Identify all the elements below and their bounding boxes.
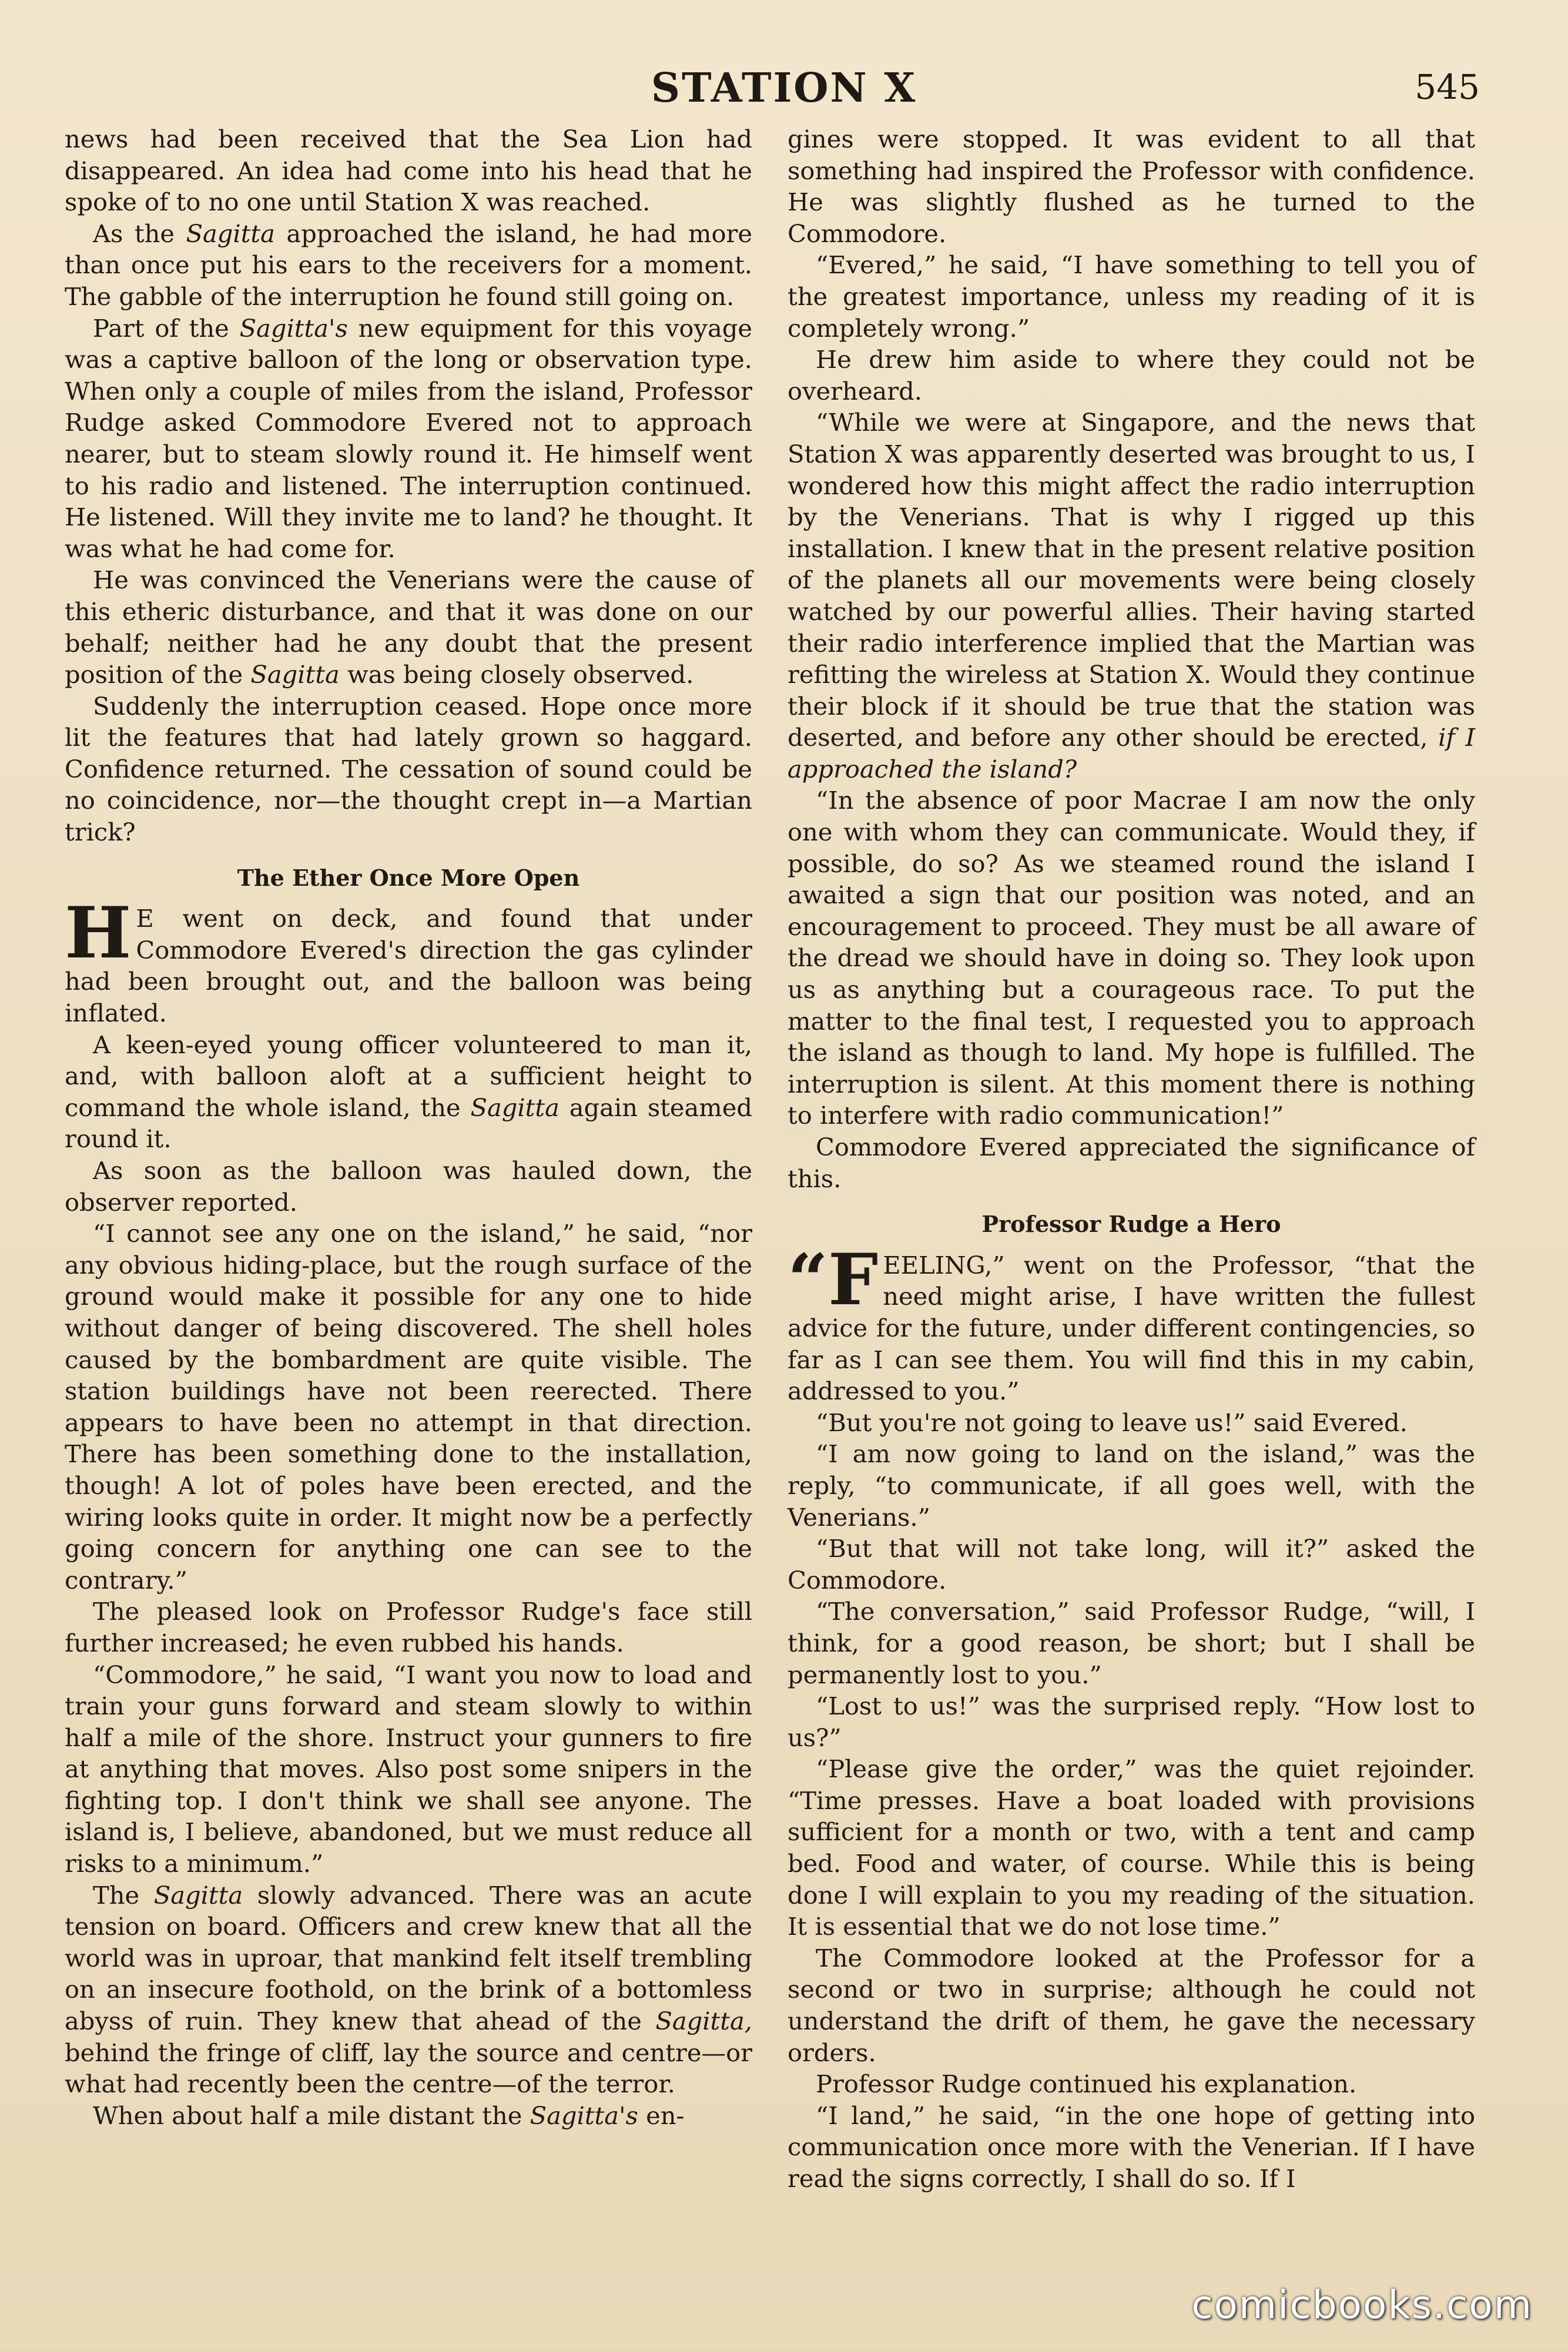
paragraph-dropcap: H E went on deck, and found that under Commodore Evered's direction the gas cylinder had been brought out, and the balloon was being inflated. [65,892,752,1028]
paragraph: “I cannot see any one on the island,” he said, “nor any obvious hiding-place, but the rough surface of the ground would make it possible for any one to hide without danger of being discovered. The shell holes caused by the bombardment are quite visible. The station buildings have not been reerected. There appears to have been no attempt in that direction. There has been something done to the installation, though! A lot of poles have been erected, and the wiring looks quite in order. It might now be a perfectly going concern for anything one can see to the contrary.” [65,1219,752,1595]
paragraph: When about half a mile distant the Sagitta's en- [93,2101,685,2130]
page-header [0,65,1568,118]
page-number: 545 [1415,67,1480,107]
paragraph: “In the absence of poor Macrae I am now the only one with whom they can communicate. Would they, if possible, do so? As we steamed round the island I awaited a sign that our position was noted, and an encouragement to proceed. They must be all aware of the dread we should have in doing so. They look upon us as anything but a courageous race. To put the matter to the final test, I requested you to approach the island as though to land. My hope is fulfilled. The interruption is silent. At this moment there is nothing to interfere with radio communication!” [788,786,1475,1130]
drop-cap: H [65,892,132,975]
paragraph: news had been received that the Sea Lion had disappeared. An idea had come into his head that he spoke of to no one until Station X was reached. [65,125,752,217]
section-heading: The Ether Once More Open [237,864,580,891]
paragraph: “Please give the order,” was the quiet rejoinder. “Time presses. Have a boat loaded with provisions sufficient for a month or two, with a tent and camp bed. Food and water, of course. While this is being done I will explain to you my reading of the situation. It is essential that we do not lose time.” [788,1754,1475,1941]
paragraph: “But that will not take long, will it?” asked the Commodore. [788,1534,1475,1595]
paragraph: Commodore Evered appreciated the significance of this. [788,1133,1475,1193]
paragraph: “Lost to us!” was the surprised reply. “How lost to us?” [788,1692,1475,1752]
paragraph: Suddenly the interruption ceased. Hope once more lit the features that had lately grown so haggard. Confidence returned. The cessation of sound could be no coincidence, nor—the thought crept in—a Martian trick? [65,691,752,847]
paragraph: He was convinced the Venerians were the cause of this etheric disturbance, and that it was done on our behalf; neither had he any doubt that the present position of the Sagitta was being closely observed. [65,565,752,689]
paragraph: “Evered,” he said, “I have something to tell you of the greatest importance, unless my reading of it is completely wrong.” [788,250,1475,343]
paragraph: He drew him aside to where they could not be overheard. [788,345,1475,406]
paragraph: The pleased look on Professor Rudge's face still further increased; he even rubbed his hands. [65,1597,752,1657]
paragraph: As the Sagitta approached the island, he had more than once put his ears to the receivers for a moment. The gabble of the interruption he found still going on. [65,219,752,311]
paragraph: Part of the Sagitta's new equipment for this voyage was a captive balloon of the long or observation type. When only a couple of miles from the island, Professor Rudge asked Commodore Evered not to approach nearer, but to steam slowly round it. He himself went to his radio and listened. The interruption continued. He listened. Will they invite me to land? he thought. It was what he had come for. [65,313,752,563]
paragraph: “Commodore,” he said, “I want you now to load and train your guns forward and steam slowly to within half a mile of the shore. Instruct your gunners to fire at anything that moves. Also post some snipers in the fighting top. I don't think we shall see anyone. The island is, I believe, abandoned, but we must reduce all risks to a minimum.” [65,1660,752,1878]
paragraph: “I land,” he said, “in the one hope of getting into communication once more with the Venerian. If I have read the signs correctly, I shall do so. If I [788,2101,1475,2193]
left-column [65,123,752,2131]
paragraph: “While we were at Singapore, and the news that Station X was apparently deserted was brought to us, I wondered how this might affect the radio interruption by the Venerians. That is why I rigged up this installation. I knew that in the present relative position of the planets all our movements were being closely watched by our powerful allies. Their having started their radio interference implied that the Martian was refitting the wireless at Station X. Would they continue their block if it should be true that the station was deserted, and before any other should be erected, if I approached the island? [788,408,1475,783]
drop-cap: “F [788,1238,879,1321]
paragraph: The Commodore looked at the Professor for a second or two in surprise; although he could not understand the drift of them, he gave the necessary orders. [788,1943,1475,2067]
paragraph: “The conversation,” said Professor Rudge, “will, I think, for a good reason, be short; but I shall be permanently lost to you.” [788,1597,1475,1689]
paragraph: “I am now going to land on the island,” was the reply, “to communicate, if all goes well, with the Venerians.” [788,1439,1475,1532]
right-column [788,123,1475,2195]
paragraph: “But you're not going to leave us!” said Evered. [816,1408,1408,1437]
paragraph: A keen-eyed young officer volunteered to man it, and, with balloon aloft at a sufficient height to command the whole island, the Sagitta again steamed round it. [65,1030,752,1154]
running-title: STATION X [651,65,917,112]
paragraph: Professor Rudge continued his explanation. [816,2069,1357,2099]
paragraph-dropcap: “FEELING,” went on the Professor, “that the need might arise, I have written the fullest advice for the future, under different contingencies, so far as I can see them. You will find this in my cabin, addressed to you.” [788,1238,1475,1406]
paragraph: The Sagitta slowly advanced. There was an acute tension on board. Officers and crew knew that all the world was in uproar, that mankind felt itself trembling on an insecure foothold, on the brink of a bottomless abyss of ruin. They knew that ahead of the Sagitta, behind the fringe of cliff, lay the source and centre—or what had recently been the centre—of the terror. [65,1880,752,2099]
paragraph: As soon as the balloon was hauled down, the observer reported. [65,1156,752,1217]
section-heading: Professor Rudge a Hero [981,1211,1281,1238]
site-watermark: comicbooks.com [1191,2282,1533,2327]
paragraph: gines were stopped. It was evident to all that something had inspired the Professor with confidence. He was slightly flushed as he turned to the Commodore. [788,125,1475,248]
